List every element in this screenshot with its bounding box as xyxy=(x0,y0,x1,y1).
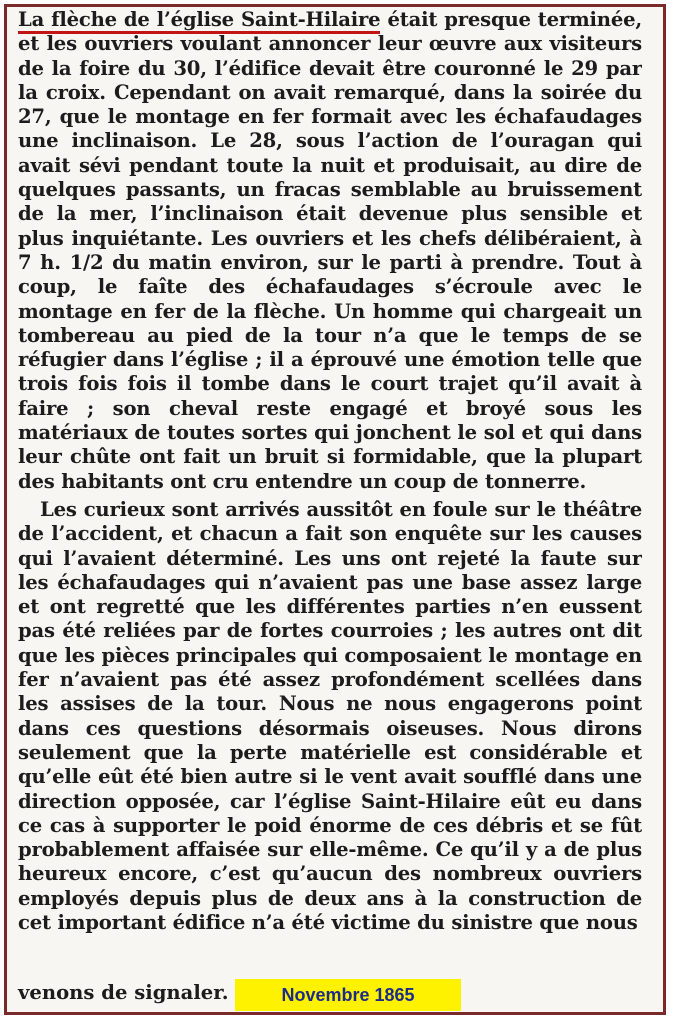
date-label: Novembre 1865 xyxy=(235,979,461,1011)
paragraph-1 xyxy=(18,8,642,494)
article-body xyxy=(18,8,642,958)
closing-line: venons de signaler. xyxy=(18,981,229,1004)
article-text xyxy=(18,8,642,935)
paragraph-2: Les curieux sont arrivés aussitôt en foule sur le théâtre de l’accident, et chacun a fait son enquête sur les causes qui l’avaient déterminé. Les uns ont rejeté la faute sur les échafaudages qui n’avaient pas une base assez large et ont regretté que les différentes parties n’en eussent pas été reliées par de fortes courroies ; les autres ont dit que les pièces principales qui composaient le montage en fer n’avaient pas été assez profondément scellées dans les assises de la tour. Nous ne nous engagerons point dans ces questions désormais oiseuses. Nous dirons seulement que la perte matérielle est considérable et qu’elle eût été bien autre si le vent avait soufflé dans une direction opposée, car l’église Saint-Hilaire eût eu dans ce cas à supporter le poid énorme de ces débris et se fût probablement affaisée sur elle-même. Ce qu’il y a de plus heureux encore, c’est qu’aucun des nombreux ouvriers employés depuis plus de deux ans à la construction de cet important édifice n’a été victime du sinistre que nous xyxy=(18,497,642,934)
article-title: La flèche de l’église Saint-Hilaire xyxy=(18,8,380,34)
paragraph-1-text: était presque terminée, et les ouvriers voulant annoncer leur œuvre aux visiteurs de la foire du 30, l’édifice devait être couronné le 29 par la croix. Cependant on avait remarqué, dans la soirée du 27, que le montage en fer formait avec les échafaudages une inclinaison. Le 28, sous l’action de l’ouragan qui avait sévi pendant toute la nuit et produisait, au dire de quelques passants, un fracas semblable au bruissement de la mer, l’inclinaison était devenue plus sensible et plus inquiétante. Les ouvriers et les chefs délibéraient, à 7 h. 1/2 du matin environ, sur le parti à prendre. Tout à coup, le faîte des échafaudages s’écroule avec le montage en fer de la flèche. Un homme qui chargeait un tombereau au pied de la tour n’a que le temps de se réfugier dans l’église ; il a éprouvé une émotion telle que trois fois fois il tombe dans le court trajet qu’il avait à faire ; son cheval reste engagé et broyé sous les matériaux de toutes sortes qui jonchent le sol et qui dans leur chûte ont fait un bruit si formidable, que la plupart des habitants ont cru entendre un coup de tonnerre. xyxy=(18,8,642,493)
